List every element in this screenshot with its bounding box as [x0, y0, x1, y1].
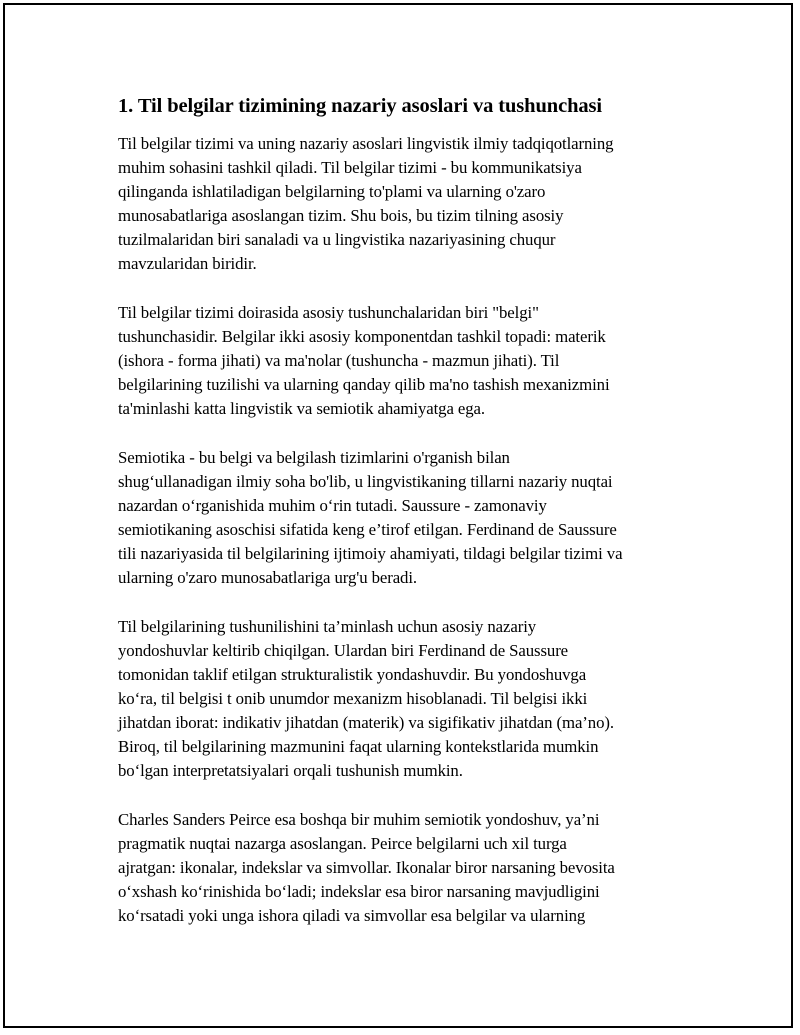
- paragraph-container: [118, 132, 698, 928]
- text-line: Charles Sanders Peirce esa boshqa bir muhim semiotik yondoshuv, ya’ni: [118, 810, 600, 829]
- document-body: [118, 92, 698, 928]
- paragraph: [118, 301, 698, 421]
- text-line: Til belgilar tizimi doirasida asosiy tushunchalaridan biri "belgi": [118, 303, 539, 322]
- text-line: koʻra, til belgisi t onib unumdor mexanizm hisoblanadi. Til belgisi ikki: [118, 689, 588, 708]
- text-line: Semiotika - bu belgi va belgilash tizimlarini o'rganish bilan: [118, 448, 510, 467]
- text-line: jihatdan iborat: indikativ jihatdan (materik) va sigifikativ jihatdan (ma’no).: [118, 713, 614, 732]
- paragraph: [118, 615, 698, 783]
- text-line: shugʻullanadigan ilmiy soha bo'lib, u lingvistikaning tillarni nazariy nuqtai: [118, 472, 613, 491]
- section-heading: 1. Til belgilar tizimining nazariy asoslari va tushunchasi: [118, 95, 602, 117]
- text-line: semiotikaning asoschisi sifatida keng e’tirof etilgan. Ferdinand de Saussure: [118, 520, 617, 539]
- text-line: boʻlgan interpretatsiyalari orqali tushunish mumkin.: [118, 761, 463, 780]
- text-line: ta'minlashi katta lingvistik va semiotik ahamiyatga ega.: [118, 399, 485, 418]
- text-line: Til belgilarining tushunilishini ta’minlash uchun asosiy nazariy: [118, 617, 537, 636]
- text-line: Til belgilar tizimi va uning nazariy asoslari lingvistik ilmiy tadqiqotlarning: [118, 134, 614, 153]
- text-line: nazardan oʻrganishida muhim oʻrin tutadi. Saussure - zamonaviy: [118, 496, 547, 515]
- text-line: belgilarining tuzilishi va ularning qanday qilib ma'no tashish mexanizmini: [118, 375, 610, 394]
- text-line: tili nazariyasida til belgilarining ijtimoiy ahamiyati, tildagi belgilar tizimi va: [118, 544, 623, 563]
- paragraph: [118, 446, 698, 590]
- text-line: munosabatlariga asoslangan tizim. Shu bois, bu tizim tilning asosiy: [118, 206, 564, 225]
- text-line: koʻrsatadi yoki unga ishora qiladi va simvollar esa belgilar va ularning: [118, 906, 586, 925]
- text-line: yondoshuvlar keltirib chiqilgan. Ulardan biri Ferdinand de Saussure: [118, 641, 569, 660]
- text-line: tushunchasidir. Belgilar ikki asosiy komponentdan tashkil topadi: materik: [118, 327, 606, 346]
- paragraph: [118, 132, 698, 276]
- text-line: tuzilmalaridan biri sanaladi va u lingvistika nazariyasining chuqur: [118, 230, 556, 249]
- text-line: pragmatik nuqtai nazarga asoslangan. Peirce belgilarni uch xil turga: [118, 834, 567, 853]
- paragraph: [118, 808, 698, 928]
- text-line: qilinganda ishlatiladigan belgilarning to'plami va ularning o'zaro: [118, 182, 546, 201]
- text-line: mavzularidan biridir.: [118, 254, 257, 273]
- text-line: Biroq, til belgilarining mazmunini faqat ularning kontekstlarida mumkin: [118, 737, 599, 756]
- text-line: ularning o'zaro munosabatlariga urg'u beradi.: [118, 568, 418, 587]
- text-line: oʻxshash koʻrinishida boʻladi; indekslar esa biror narsaning mavjudligini: [118, 882, 600, 901]
- text-line: muhim sohasini tashkil qiladi. Til belgilar tizimi - bu kommunikatsiya: [118, 158, 582, 177]
- text-line: (ishora - forma jihati) va ma'nolar (tushuncha - mazmun jihati). Til: [118, 351, 560, 370]
- text-line: tomonidan taklif etilgan strukturalistik yondashuvdir. Bu yondoshuvga: [118, 665, 587, 684]
- text-line: ajratgan: ikonalar, indekslar va simvollar. Ikonalar biror narsaning bevosita: [118, 858, 615, 877]
